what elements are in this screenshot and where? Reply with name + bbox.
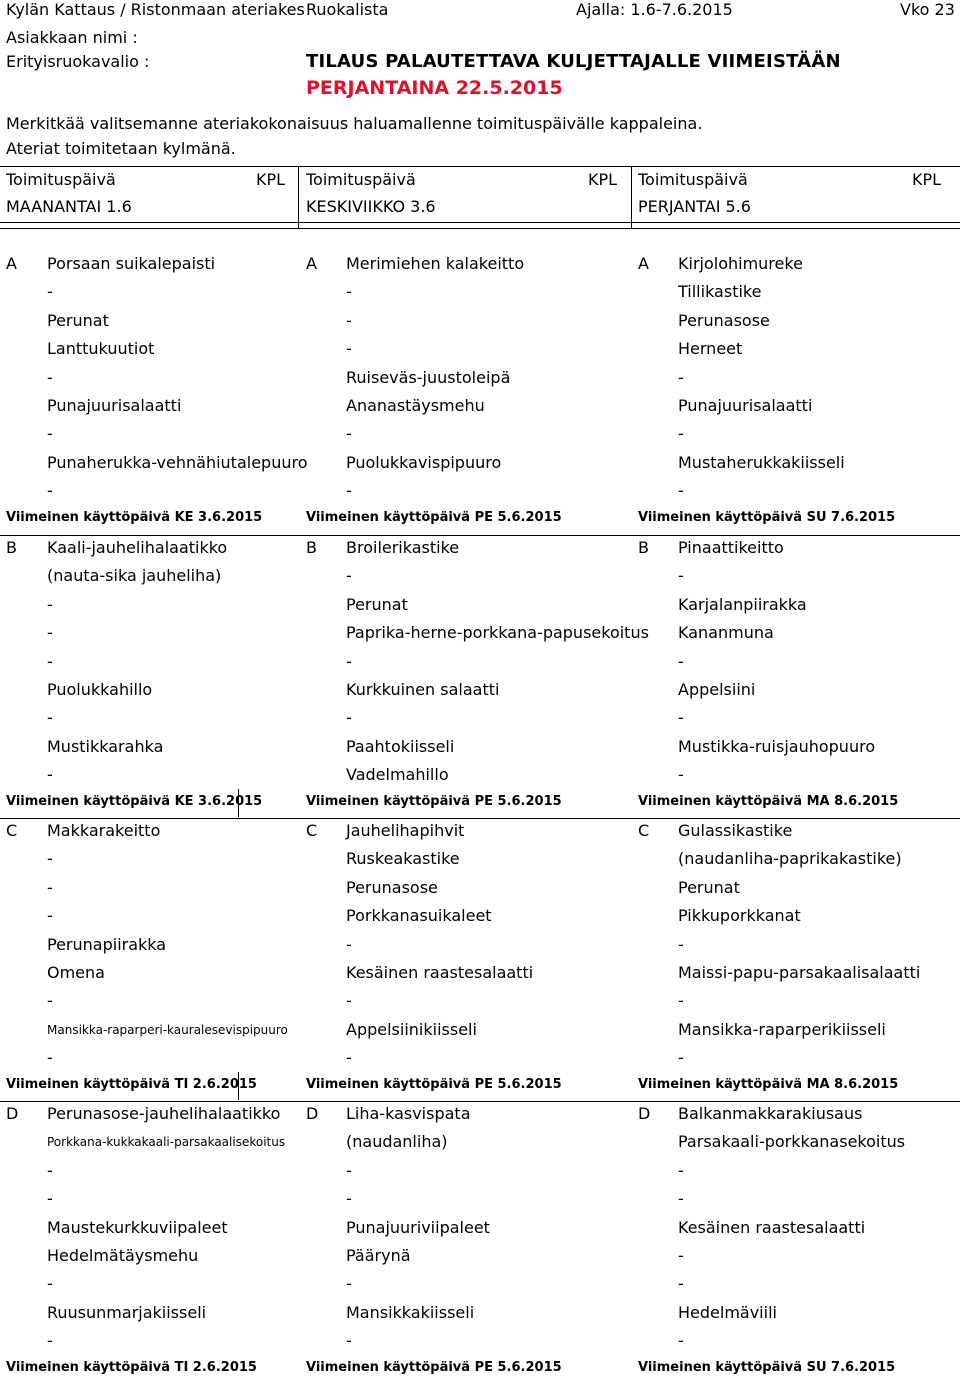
menu-item: - xyxy=(678,708,684,728)
menu-item: - xyxy=(47,1189,53,1209)
menu-item: - xyxy=(678,566,684,586)
grid-line xyxy=(0,166,960,167)
menu-item: - xyxy=(346,310,352,330)
best-before-date: Viimeinen käyttöpäivä PE 5.6.2015 xyxy=(306,794,562,809)
menu-item: Makkarakeitto xyxy=(47,821,161,840)
menu-item: Porkkanasuikaleet xyxy=(346,906,492,926)
menu-item: Perunapiirakka xyxy=(47,934,167,954)
instruction-2: Ateriat toimitetaan kylmänä. xyxy=(6,139,236,158)
kpl-label-1: KPL xyxy=(256,170,286,189)
best-before-date: Viimeinen käyttöpäivä KE 3.6.2015 xyxy=(6,794,263,809)
menu-item: Punajuurisalaatti xyxy=(47,396,182,415)
menu-item: Perunasose xyxy=(678,310,770,330)
delivery-label-2: Toimituspäivä xyxy=(306,170,416,189)
menu-item: Ruiseväs-juustoleipä xyxy=(346,367,511,387)
column-divider xyxy=(631,166,632,228)
menu-item: - xyxy=(678,481,684,501)
menu-item: Liha-kasvispata xyxy=(346,1104,471,1123)
grid-line xyxy=(0,228,960,229)
menu-item: Punajuuriviipaleet xyxy=(346,1217,490,1237)
menu-item: - xyxy=(47,1274,53,1294)
menu-item: Perunat xyxy=(346,594,408,614)
menu-item: - xyxy=(47,623,53,643)
menu-item: Perunat xyxy=(47,310,109,330)
section-letter: C xyxy=(306,821,318,840)
menu-item: - xyxy=(346,481,352,501)
grid-line xyxy=(0,222,960,223)
menu-item: - xyxy=(678,934,684,954)
menu-item: - xyxy=(678,991,684,1011)
special-diet-label: Erityisruokavalio : xyxy=(6,52,150,71)
menu-item: - xyxy=(346,566,352,586)
menu-item: (nauta-sika jauheliha) xyxy=(47,566,222,586)
menu-item: Mustikka-ruisjauhopuuro xyxy=(678,736,876,756)
menu-item: Hedelmäviili xyxy=(678,1302,777,1322)
menu-item: Herneet xyxy=(678,339,743,359)
delivery-label-1: Toimituspäivä xyxy=(6,170,116,189)
menu-item: - xyxy=(346,424,352,444)
menu-item: Jauhelihapihvit xyxy=(346,821,465,840)
grid-line xyxy=(0,535,960,536)
menu-item: Maissi-papu-parsakaalisalaatti xyxy=(678,963,921,982)
section-letter: D xyxy=(306,1104,319,1123)
menu-item: Gulassikastike xyxy=(678,821,793,840)
instruction-1: Merkitkää valitsemanne ateriakokonaisuus haluamallenne toimituspäivälle kappaleina. xyxy=(6,114,703,133)
section-letter: A xyxy=(306,254,317,273)
menu-item: Ruskeakastike xyxy=(346,849,460,869)
menu-item: Kurkkuinen salaatti xyxy=(346,680,500,699)
menu-item: Ruusunmarjakiisseli xyxy=(47,1302,207,1322)
kpl-label-3: KPL xyxy=(912,170,942,189)
menu-item: - xyxy=(346,651,352,671)
menu-item: - xyxy=(47,991,53,1011)
menu-item: (naudanliha) xyxy=(346,1132,448,1152)
menu-item: Mansikkakiisseli xyxy=(346,1302,475,1322)
menu-item: - xyxy=(678,765,684,785)
section-letter: A xyxy=(6,254,17,273)
document-type: Ruokalista xyxy=(306,0,389,19)
menu-item: - xyxy=(47,849,53,869)
menu-item: Ananastäysmehu xyxy=(346,396,485,415)
menu-item: - xyxy=(678,1246,684,1265)
menu-item: Tillikastike xyxy=(678,282,762,302)
menu-item: Paahtokiisseli xyxy=(346,736,455,756)
menu-item: - xyxy=(47,1048,53,1068)
day-wednesday: KESKIVIIKKO 3.6 xyxy=(306,197,436,216)
menu-item: Mustikkarahka xyxy=(47,736,164,756)
menu-item: Hedelmätäysmehu xyxy=(47,1246,199,1265)
menu-item: Mansikka-raparperikiisseli xyxy=(678,1019,886,1039)
best-before-date: Viimeinen käyttöpäivä TI 2.6.2015 xyxy=(6,1077,257,1092)
menu-item: - xyxy=(678,1331,684,1351)
menu-item: Balkanmakkarakiusaus xyxy=(678,1104,863,1123)
menu-item: Mansikka-raparperi-kauralesevispipuuro xyxy=(47,1022,288,1037)
menu-item: Porsaan suikalepaisti xyxy=(47,254,216,273)
menu-item: Karjalanpiirakka xyxy=(678,594,807,614)
menu-item: Broilerikastike xyxy=(346,538,460,557)
menu-item: (naudanliha-paprikakastike) xyxy=(678,849,902,869)
menu-item: - xyxy=(678,1048,684,1068)
menu-item: - xyxy=(346,1331,352,1351)
menu-item: - xyxy=(678,1160,684,1180)
delivery-label-3: Toimituspäivä xyxy=(638,170,748,189)
menu-item: Appelsiini xyxy=(678,680,756,699)
column-divider xyxy=(298,166,299,228)
menu-item: - xyxy=(47,367,53,387)
menu-item: - xyxy=(346,1048,352,1068)
best-before-date: Viimeinen käyttöpäivä SU 7.6.2015 xyxy=(638,510,896,525)
best-before-date: Viimeinen käyttöpäivä PE 5.6.2015 xyxy=(306,1077,562,1092)
menu-item: Päärynä xyxy=(346,1246,411,1265)
section-letter: B xyxy=(306,538,317,557)
section-letter: C xyxy=(638,821,650,840)
best-before-date: Viimeinen käyttöpäivä PE 5.6.2015 xyxy=(306,1360,562,1375)
menu-item: - xyxy=(346,1274,352,1294)
menu-item: - xyxy=(346,934,352,954)
menu-item: Omena xyxy=(47,963,105,982)
section-letter: B xyxy=(6,538,17,557)
section-letter: A xyxy=(638,254,649,273)
grid-line xyxy=(0,1101,960,1102)
day-friday: PERJANTAI 5.6 xyxy=(638,197,751,216)
menu-item: Mustaherukkakiisseli xyxy=(678,452,845,472)
menu-item: - xyxy=(47,906,53,926)
customer-name-label: Asiakkaan nimi : xyxy=(6,28,138,47)
best-before-date: Viimeinen käyttöpäivä PE 5.6.2015 xyxy=(306,510,562,525)
menu-item: Maustekurkkuviipaleet xyxy=(47,1217,228,1237)
period: Ajalla: 1.6-7.6.2015 xyxy=(576,0,733,19)
menu-item: - xyxy=(47,1160,53,1180)
menu-item: - xyxy=(678,651,684,671)
best-before-date: Viimeinen käyttöpäivä TI 2.6.2015 xyxy=(6,1360,257,1375)
menu-item: Paprika-herne-porkkana-papusekoitus xyxy=(346,623,649,643)
menu-item: - xyxy=(47,481,53,501)
menu-item: Perunat xyxy=(678,877,740,897)
menu-item: - xyxy=(47,708,53,728)
day-monday: MAANANTAI 1.6 xyxy=(6,197,132,216)
section-letter: C xyxy=(6,821,18,840)
menu-item: Puolukkahillo xyxy=(47,680,153,699)
company-name: Kylän Kattaus / Ristonmaan ateriakes xyxy=(6,0,305,19)
menu-item: Kesäinen raastesalaatti xyxy=(678,1217,866,1237)
best-before-date: Viimeinen käyttöpäivä SU 7.6.2015 xyxy=(638,1360,896,1375)
menu-item: Vadelmahillo xyxy=(346,765,449,785)
menu-item: - xyxy=(678,1189,684,1209)
menu-item: - xyxy=(47,651,53,671)
menu-item: - xyxy=(346,991,352,1011)
menu-item: - xyxy=(47,765,53,785)
menu-item: Kananmuna xyxy=(678,623,774,643)
menu-item: - xyxy=(346,339,352,359)
menu-item: Punaherukka-vehnähiutalepuuro xyxy=(47,452,308,472)
menu-item: - xyxy=(47,1331,53,1351)
best-before-date: Viimeinen käyttöpäivä MA 8.6.2015 xyxy=(638,1077,899,1092)
menu-item: Perunasose xyxy=(346,877,438,897)
menu-item: Pinaattikeitto xyxy=(678,538,784,557)
menu-item: - xyxy=(47,594,53,614)
menu-item: Perunasose-jauhelihalaatikko xyxy=(47,1104,281,1123)
menu-item: Pikkuporkkanat xyxy=(678,906,801,926)
menu-item: Merimiehen kalakeitto xyxy=(346,254,525,273)
best-before-date: Viimeinen käyttöpäivä MA 8.6.2015 xyxy=(638,794,899,809)
menu-item: Lanttukuutiot xyxy=(47,339,155,359)
menu-item: Punajuurisalaatti xyxy=(678,396,813,415)
menu-item: Kirjolohimureke xyxy=(678,254,803,273)
section-letter: D xyxy=(6,1104,19,1123)
menu-item: - xyxy=(678,424,684,444)
menu-item: - xyxy=(346,282,352,302)
best-before-date: Viimeinen käyttöpäivä KE 3.6.2015 xyxy=(6,510,263,525)
menu-item: - xyxy=(47,877,53,897)
menu-item: - xyxy=(346,1160,352,1180)
menu-item: - xyxy=(47,282,53,302)
menu-item: Kesäinen raastesalaatti xyxy=(346,963,534,982)
menu-item: Porkkana-kukkakaali-parsakaalisekoitus xyxy=(47,1135,286,1150)
menu-item: Parsakaali-porkkanasekoitus xyxy=(678,1132,906,1152)
grid-line xyxy=(0,818,960,819)
section-letter: D xyxy=(638,1104,651,1123)
kpl-label-2: KPL xyxy=(588,170,618,189)
section-letter: B xyxy=(638,538,649,557)
menu-item: - xyxy=(47,424,53,444)
menu-item: - xyxy=(346,1189,352,1209)
menu-item: Appelsiinikiisseli xyxy=(346,1019,477,1039)
order-title: TILAUS PALAUTETTAVA KULJETTAJALLE VIIMEISTÄÄN xyxy=(306,51,841,72)
menu-item: - xyxy=(678,1274,684,1294)
order-deadline: PERJANTAINA 22.5.2015 xyxy=(306,77,563,99)
week-number: Vko 23 xyxy=(900,0,955,19)
menu-item: Puolukkavispipuuro xyxy=(346,452,502,472)
menu-item: - xyxy=(678,367,684,387)
menu-item: - xyxy=(346,708,352,728)
menu-item: Kaali-jauhelihalaatikko xyxy=(47,538,228,557)
